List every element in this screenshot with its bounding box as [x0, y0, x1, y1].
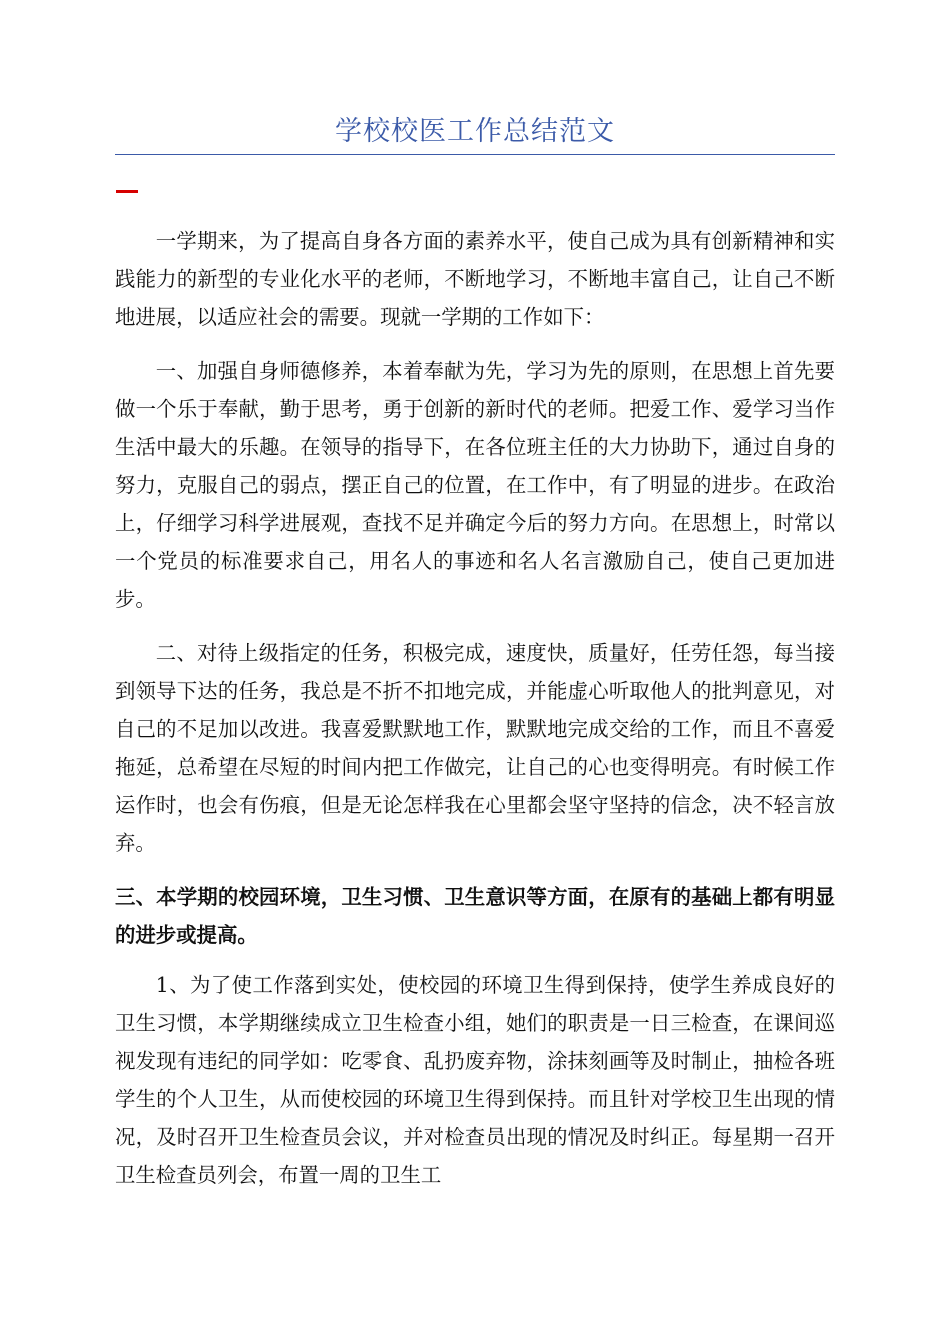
page-title: 学校校医工作总结范文	[335, 116, 615, 147]
red-dash-mark	[116, 190, 138, 193]
paragraph-item-one: 1、为了使工作落到实处，使校园的环境卫生得到保持，使学生养成良好的卫生习惯，本学期继续成立卫生检查小组，她们的职责是一日三检查，在课间巡视发现有违纪的同学如：吃零食、乱扔废弃物，涂抹刻画等及时制止，抽检各班学生的个人卫生，从而使校园的环境卫生得到保持。而且针对学校卫生出现的情况，及时召开卫生检查员会议，并对检查员出现的情况及时纠正。每星期一召开卫生检查员列会，布置一周的卫生工	[115, 973, 835, 1187]
paragraph-section-two: 二、对待上级指定的任务，积极完成，速度快，质量好，任劳任怨，每当接到领导下达的任务，我总是不折不扣地完成，并能虚心听取他人的批判意见，对自己的不足加以改进。我喜爱默默地工作，默默地完成交给的工作，而且不喜爱拖延，总希望在尽短的时间内把工作做完，让自己的心也变得明亮。有时候工作运作时，也会有伤痕，但是无论怎样我在心里都会坚守坚持的信念，决不轻言放弃。	[115, 641, 835, 855]
section-heading-three: 三、本学期的校园环境，卫生习惯、卫生意识等方面，在原有的基础上都有明显的进步或提高。	[115, 885, 835, 947]
document-body	[115, 222, 835, 1210]
title-underline	[115, 154, 835, 155]
paragraph-intro: 一学期来，为了提高自身各方面的素养水平，使自己成为具有创新精神和实践能力的新型的专业化水平的老师，不断地学习，不断地丰富自己，让自己不断地进展，以适应社会的需要。现就一学期的工作如下：	[115, 229, 835, 329]
paragraph-section-one: 一、加强自身师德修养，本着奉献为先，学习为先的原则，在思想上首先要做一个乐于奉献，勤于思考，勇于创新的新时代的老师。把爱工作、爱学习当作生活中最大的乐趣。在领导的指导下，在各位班主任的大力协助下，通过自身的努力，克服自己的弱点，摆正自己的位置，在工作中，有了明显的进步。在政治上，仔细学习科学进展观，查找不足并确定今后的努力方向。在思想上，时常以一个党员的标准要求自己，用名人的事迹和名人名言激励自己，使自己更加进步。	[115, 359, 835, 611]
